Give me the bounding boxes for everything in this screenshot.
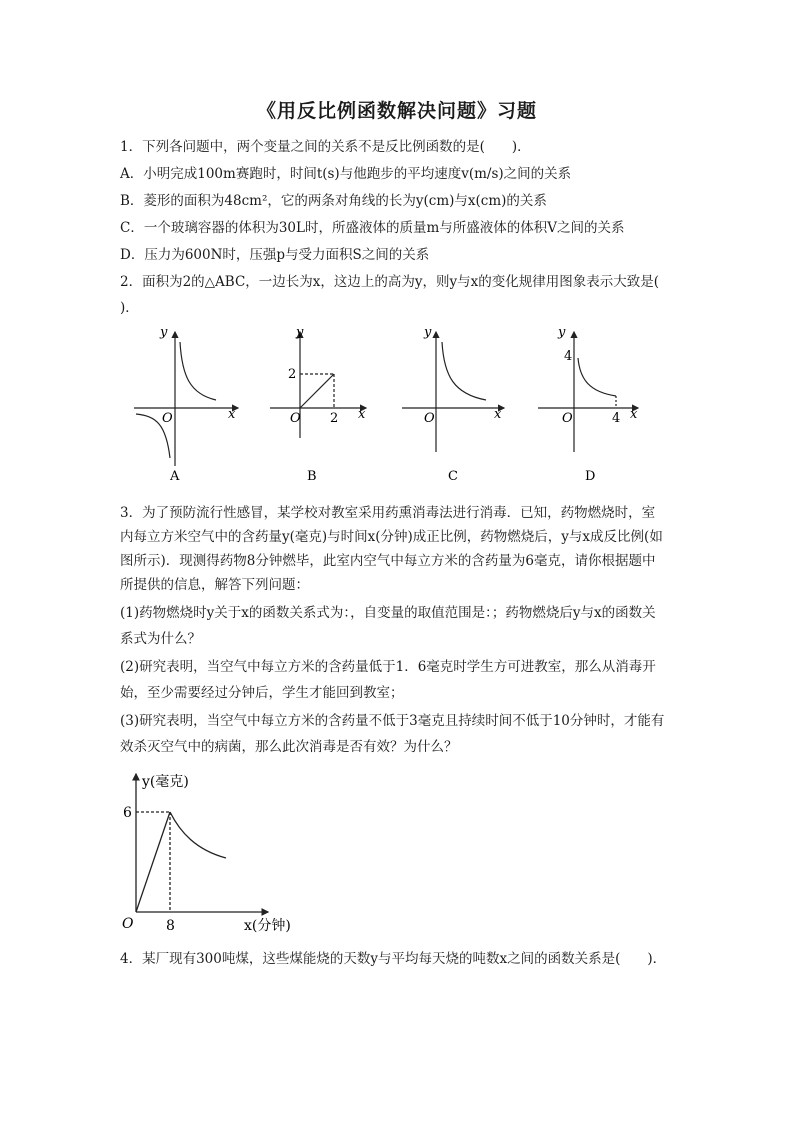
q2-graphs (120, 318, 660, 488)
graph-a-x-label: x (228, 407, 236, 422)
q3-line1: 3．为了预防流行性感冒，某学校对教室采用药熏消毒法进行消毒．已知，药物燃烧时，室 (120, 505, 656, 521)
graph-a-curve-positive (180, 342, 216, 400)
q3-line3: 图所示)．现测得药物8分钟燃毕，此室内空气中每立方米的含药量为6毫克，请你根据题中 (120, 553, 656, 569)
graph-b-y-label: y (296, 325, 304, 340)
graph-d-curve (578, 358, 616, 396)
q1-option-c: C．一个玻璃容器的体积为30L时，所盛液体的质量m与所盛液体的体积V之间的关系 (120, 220, 625, 236)
graph-a-option-label: A (170, 469, 180, 484)
graph-d-origin: O (562, 411, 573, 426)
q3-figure-rising-line (136, 812, 170, 912)
graph-a-origin: O (162, 411, 173, 426)
graph-d-x-label: x (630, 407, 638, 422)
q1-option-d: D．压力为600N时，压强p与受力面积S之间的关系 (120, 247, 430, 263)
graph-c (402, 332, 504, 452)
q3-part1-line1: (1)药物燃烧时y关于x的函数关系式为：，自变量的取值范围是：；药物燃烧后y与x的函数关 (120, 605, 656, 621)
graph-b-origin: O (290, 411, 301, 426)
q1-stem: 1．下列各问题中，两个变量之间的关系不是反比例函数的是( )． (120, 139, 531, 155)
graph-b-option-label: B (307, 469, 317, 484)
q3-figure-x-tick: 8 (166, 918, 175, 934)
graph-d-option-label: D (585, 469, 596, 484)
graph-d-x-tick: 4 (612, 411, 621, 426)
q3-figure-origin: O (122, 916, 134, 932)
q3-part3-line1: (3)研究表明，当空气中每立方米的含药量不低于3毫克且持续时间不低于10分钟时，才能有 (120, 713, 665, 729)
graph-c-x-label: x (494, 407, 502, 422)
graph-c-curve (442, 342, 486, 400)
graph-c-option-label: C (448, 469, 458, 484)
q2-stem-line1: 2．面积为2的△ABC，一边长为x，这边上的高为y，则y与x的变化规律用图象表示大致是( (120, 274, 660, 290)
graph-d-y-label: y (558, 325, 566, 340)
graph-b-x-label: x (358, 407, 366, 422)
q3-figure-y-label: y(毫克) (142, 774, 189, 790)
q3-figure (118, 766, 318, 938)
q1-option-a: A．小明完成100m赛跑时，时间t(s)与他跑步的平均速度v(m/s)之间的关系 (120, 166, 572, 182)
graph-c-origin: O (424, 411, 435, 426)
q3-figure-decay-curve (170, 812, 226, 858)
graph-a-y-label: y (160, 325, 168, 340)
q3-part1-line2: 系式为什么？ (120, 631, 201, 647)
page-title: 《用反比例函数解决问题》习题 (256, 100, 537, 122)
graph-d (538, 332, 638, 452)
q3-line4: 所提供的信息，解答下列问题： (120, 577, 309, 593)
graph-c-y-label: y (424, 325, 432, 340)
q2-stem-line2: )． (120, 300, 139, 316)
q4-stem: 4．某厂现有300吨煤，这些煤能烧的天数y与平均每天烧的吨数x之间的函数关系是( )． (120, 951, 667, 967)
q3-figure-y-tick: 6 (123, 805, 132, 821)
q3-figure-x-label: x(分钟) (244, 918, 291, 934)
graph-b-x-tick: 2 (330, 411, 339, 426)
q3-part2-line1: (2)研究表明，当空气中每立方米的含药量低于1．6毫克时学生方可进教室，那么从消毒开 (120, 659, 656, 675)
graph-b (270, 332, 366, 438)
graph-b-line (300, 374, 334, 408)
q3-line2: 内每立方米空气中的含药量y(毫克)与时间x(分钟)成正比例，药物燃烧后，y与x成反比例(如 (120, 529, 663, 545)
q3-part2-line2: 始，至少需要经过分钟后，学生才能回到教室； (120, 685, 404, 701)
q1-option-b: B．菱形的面积为48cm²，它的两条对角线的长为y(cm)与x(cm)的关系 (120, 193, 547, 209)
graph-d-y-tick: 4 (564, 349, 573, 364)
q3-part3-line2: 效杀灭空气中的病菌，那么此次消毒是否有效？为什么？ (120, 739, 458, 755)
graph-b-y-tick: 2 (288, 367, 297, 382)
graph-a (134, 332, 238, 466)
